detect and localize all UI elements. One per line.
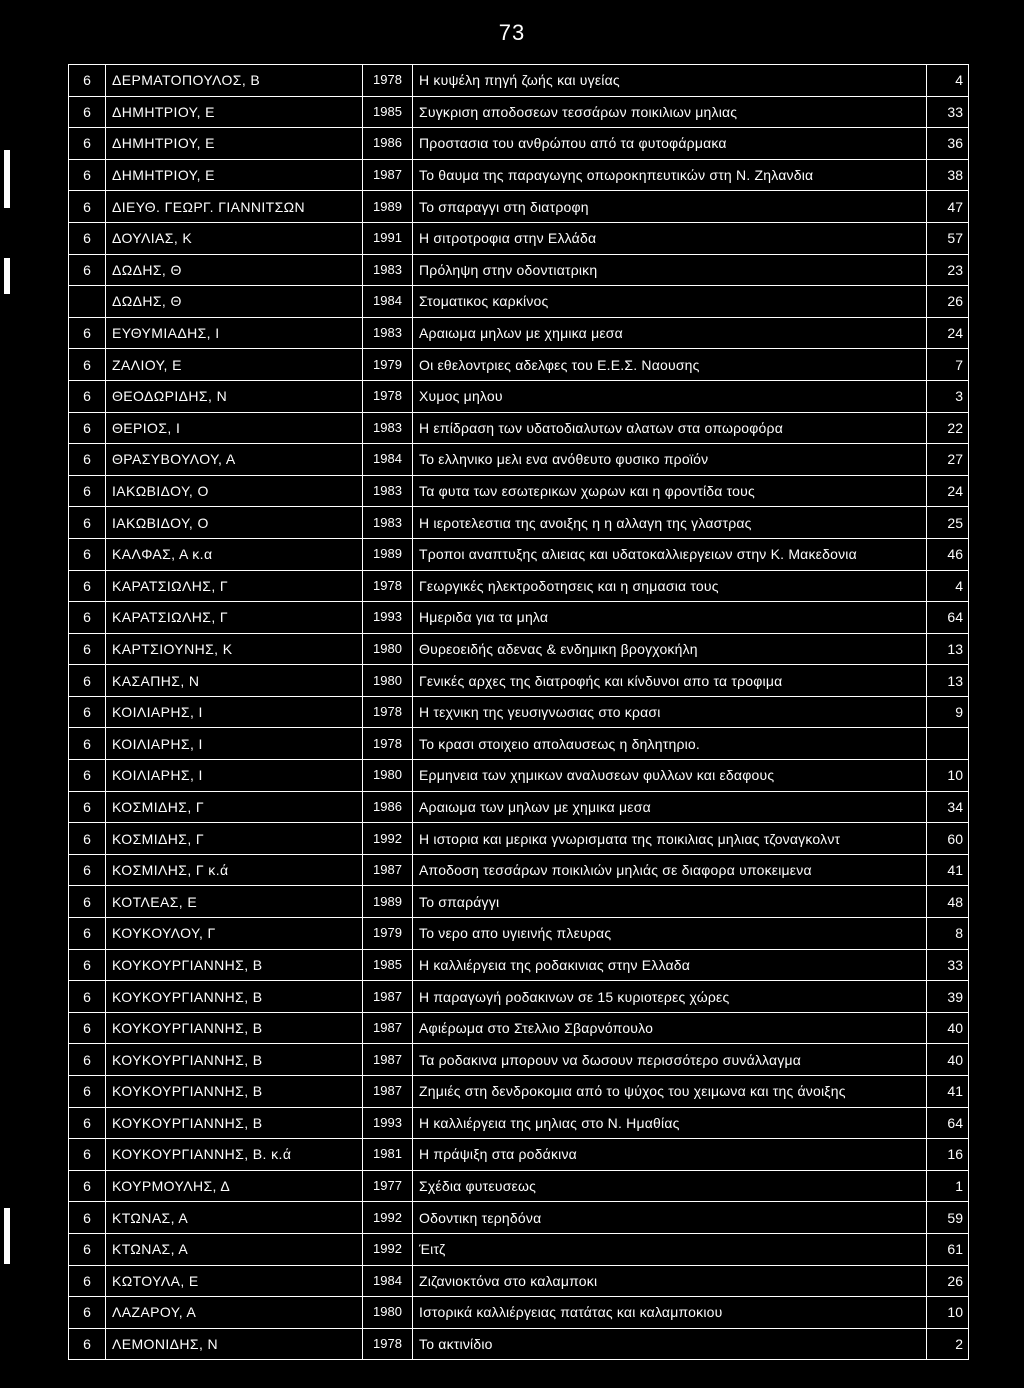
category-code-cell: 6 [69, 1044, 106, 1076]
issue-number-cell: 40 [927, 1012, 969, 1044]
year-cell: 1978 [363, 570, 413, 602]
year-cell: 1991 [363, 222, 413, 254]
author-cell: ΕΥΘΥΜΙΑΔΗΣ, Ι [106, 317, 363, 349]
author-cell: ΚΟΥΚΟΥΡΓΙΑΝΝΗΣ, Β [106, 1107, 363, 1139]
issue-number-cell: 48 [927, 886, 969, 918]
year-cell: 1993 [363, 1107, 413, 1139]
title-cell: Τροποι αναπτυξης αλιειας και υδατοκαλλιεργειων στην Κ. Μακεδονια [413, 538, 927, 570]
scan-artifact [4, 150, 10, 208]
title-cell: Προστασια του ανθρώπου από τα φυτοφάρμακα [413, 128, 927, 160]
issue-number-cell: 47 [927, 191, 969, 223]
author-cell: ΘΕΟΔΩΡΙΔΗΣ, Ν [106, 380, 363, 412]
author-cell: ΚΟΥΡΜΟΥΛΗΣ, Δ [106, 1170, 363, 1202]
title-cell: Συγκριση αποδοσεων τεσσάρων ποικιλιων μηλιας [413, 96, 927, 128]
title-cell: Αφιέρωμα στο Στελλιο Σβαρνόπουλο [413, 1012, 927, 1044]
issue-number-cell: 24 [927, 475, 969, 507]
year-cell: 1983 [363, 475, 413, 507]
year-cell: 1983 [363, 254, 413, 286]
issue-number-cell: 22 [927, 412, 969, 444]
author-cell: ΙΑΚΩΒΙΔΟΥ, Ο [106, 507, 363, 539]
author-cell: ΚΟΥΚΟΥΡΓΙΑΝΝΗΣ, Β [106, 949, 363, 981]
issue-number-cell: 23 [927, 254, 969, 286]
year-cell: 1985 [363, 949, 413, 981]
title-cell: Γενικές αρχες της διατροφής και κίνδυνοι απο τα τροφιμα [413, 665, 927, 697]
category-code-cell: 6 [69, 1170, 106, 1202]
bibliography-table [68, 64, 969, 1360]
category-code-cell: 6 [69, 222, 106, 254]
issue-number-cell: 61 [927, 1233, 969, 1265]
year-cell: 1978 [363, 696, 413, 728]
title-cell: Ιστορικά καλλιέργειας πατάτας και καλαμποκιου [413, 1297, 927, 1329]
title-cell: Ζημιές στη δενδροκομια από το ψύχος του χειμωνα και της άνοιξης [413, 1076, 927, 1108]
category-code-cell: 6 [69, 886, 106, 918]
table-row [69, 349, 969, 381]
table-row [69, 1297, 969, 1329]
category-code-cell: 6 [69, 412, 106, 444]
issue-number-cell: 41 [927, 854, 969, 886]
category-code-cell: 6 [69, 1107, 106, 1139]
table-row [69, 475, 969, 507]
author-cell: ΚΑΡΤΣΙΟΥΝΗΣ, Κ [106, 633, 363, 665]
title-cell: Πρόληψη στην οδοντιατρικη [413, 254, 927, 286]
title-cell: Σχέδια φυτευσεως [413, 1170, 927, 1202]
table-row [69, 823, 969, 855]
scan-artifact [4, 1208, 10, 1264]
title-cell: Το νερο απο υγιεινής πλευρας [413, 918, 927, 950]
author-cell: ΚΟΣΜΙΛΗΣ, Γ κ.ά [106, 854, 363, 886]
issue-number-cell: 1 [927, 1170, 969, 1202]
table-row [69, 222, 969, 254]
issue-number-cell: 46 [927, 538, 969, 570]
author-cell: ΚΑΣΑΠΗΣ, Ν [106, 665, 363, 697]
author-cell: ΖΑΛΙΟΥ, Ε [106, 349, 363, 381]
author-cell: ΘΡΑΣΥΒΟΥΛΟΥ, Α [106, 444, 363, 476]
author-cell: ΔΩΔΗΣ, Θ [106, 254, 363, 286]
year-cell: 1987 [363, 854, 413, 886]
category-code-cell: 6 [69, 349, 106, 381]
table-row [69, 1170, 969, 1202]
title-cell: Χυμος μηλου [413, 380, 927, 412]
title-cell: Στοματικος καρκίνος [413, 286, 927, 318]
year-cell: 1987 [363, 1044, 413, 1076]
author-cell: ΚΟΙΛΙΑΡΗΣ, Ι [106, 728, 363, 760]
issue-number-cell: 27 [927, 444, 969, 476]
category-code-cell: 6 [69, 1297, 106, 1329]
title-cell: Αραιωμα μηλων με χημικα μεσα [413, 317, 927, 349]
category-code-cell: 6 [69, 254, 106, 286]
table-row [69, 696, 969, 728]
table-row [69, 665, 969, 697]
issue-number-cell: 41 [927, 1076, 969, 1108]
title-cell: Η επίδραση των υδατοδιαλυτων αλατων στα οπωροφόρα [413, 412, 927, 444]
category-code-cell: 6 [69, 633, 106, 665]
category-code-cell: 6 [69, 317, 106, 349]
year-cell: 1986 [363, 128, 413, 160]
table-row [69, 507, 969, 539]
author-cell: ΚΩΤΟΥΛΑ, Ε [106, 1265, 363, 1297]
author-cell: ΚΟΥΚΟΥΡΓΙΑΝΝΗΣ, Β [106, 1012, 363, 1044]
bibliography-table-container [68, 64, 968, 1360]
table-row [69, 1233, 969, 1265]
issue-number-cell: 25 [927, 507, 969, 539]
table-row [69, 602, 969, 634]
category-code-cell: 6 [69, 602, 106, 634]
category-code-cell: 6 [69, 538, 106, 570]
year-cell: 1989 [363, 191, 413, 223]
author-cell: ΛΕΜΟΝΙΔΗΣ, Ν [106, 1328, 363, 1360]
author-cell: ΔΩΔΗΣ, Θ [106, 286, 363, 318]
year-cell: 1979 [363, 918, 413, 950]
year-cell: 1992 [363, 823, 413, 855]
category-code-cell: 6 [69, 1012, 106, 1044]
author-cell: ΚΟΥΚΟΥΡΓΙΑΝΝΗΣ, Β [106, 1076, 363, 1108]
table-row [69, 570, 969, 602]
year-cell: 1978 [363, 1328, 413, 1360]
issue-number-cell: 16 [927, 1139, 969, 1171]
table-row [69, 1107, 969, 1139]
issue-number-cell: 8 [927, 918, 969, 950]
category-code-cell: 6 [69, 570, 106, 602]
issue-number-cell: 38 [927, 159, 969, 191]
category-code-cell: 6 [69, 191, 106, 223]
table-row [69, 1202, 969, 1234]
table-row [69, 1328, 969, 1360]
table-row [69, 317, 969, 349]
year-cell: 1980 [363, 1297, 413, 1329]
year-cell: 1986 [363, 791, 413, 823]
table-row [69, 1012, 969, 1044]
category-code-cell: 6 [69, 159, 106, 191]
category-code-cell: 6 [69, 823, 106, 855]
issue-number-cell: 39 [927, 981, 969, 1013]
issue-number-cell: 4 [927, 570, 969, 602]
author-cell: ΘΕΡΙΟΣ, Ι [106, 412, 363, 444]
issue-number-cell: 33 [927, 96, 969, 128]
year-cell: 1978 [363, 728, 413, 760]
table-row [69, 633, 969, 665]
title-cell: Το ακτινίδιο [413, 1328, 927, 1360]
author-cell: ΙΑΚΩΒΙΔΟΥ, Ο [106, 475, 363, 507]
author-cell: ΔΕΡΜΑΤΟΠΟΥΛΟΣ, Β [106, 65, 363, 97]
table-row [69, 65, 969, 97]
author-cell: ΚΟΥΚΟΥΡΓΙΑΝΝΗΣ, Β. κ.ά [106, 1139, 363, 1171]
author-cell: ΚΟΙΛΙΑΡΗΣ, Ι [106, 760, 363, 792]
category-code-cell: 6 [69, 981, 106, 1013]
table-row [69, 286, 969, 318]
title-cell: Η κυψέλη πηγή ζωής και υγείας [413, 65, 927, 97]
year-cell: 1981 [363, 1139, 413, 1171]
year-cell: 1980 [363, 760, 413, 792]
table-row [69, 538, 969, 570]
table-row [69, 96, 969, 128]
year-cell: 1984 [363, 1265, 413, 1297]
author-cell: ΔΗΜΗΤΡΙΟΥ, Ε [106, 159, 363, 191]
table-row [69, 949, 969, 981]
issue-number-cell: 36 [927, 128, 969, 160]
year-cell: 1984 [363, 286, 413, 318]
category-code-cell: 6 [69, 665, 106, 697]
title-cell: Θυρεοειδής αδενας & ενδημικη βρογχοκήλη [413, 633, 927, 665]
title-cell: Η πράψιξη στα ροδάκινα [413, 1139, 927, 1171]
category-code-cell: 6 [69, 1076, 106, 1108]
category-code-cell: 6 [69, 1328, 106, 1360]
table-row [69, 886, 969, 918]
author-cell: ΚΟΣΜΙΔΗΣ, Γ [106, 823, 363, 855]
table-row [69, 254, 969, 286]
table-row [69, 854, 969, 886]
year-cell: 1978 [363, 65, 413, 97]
category-code-cell: 6 [69, 444, 106, 476]
author-cell: ΔΙΕΥΘ. ΓΕΩΡΓ. ΓΙΑΝΝΙΤΣΩΝ [106, 191, 363, 223]
title-cell: Ημεριδα για τα μηλα [413, 602, 927, 634]
category-code-cell: 6 [69, 918, 106, 950]
issue-number-cell: 64 [927, 1107, 969, 1139]
category-code-cell: 6 [69, 854, 106, 886]
category-code-cell: 6 [69, 791, 106, 823]
year-cell: 1984 [363, 444, 413, 476]
author-cell: ΚΟΙΛΙΑΡΗΣ, Ι [106, 696, 363, 728]
category-code-cell: 6 [69, 1233, 106, 1265]
author-cell: ΚΑΡΑΤΣΙΩΛΗΣ, Γ [106, 570, 363, 602]
issue-number-cell: 26 [927, 286, 969, 318]
author-cell: ΚΑΛΦΑΣ, Α κ.α [106, 538, 363, 570]
year-cell: 1977 [363, 1170, 413, 1202]
table-row [69, 760, 969, 792]
author-cell: ΚΟΥΚΟΥΛΟΥ, Γ [106, 918, 363, 950]
year-cell: 1983 [363, 317, 413, 349]
title-cell: Η σιτροτροφια στην Ελλάδα [413, 222, 927, 254]
issue-number-cell: 13 [927, 665, 969, 697]
table-row [69, 1044, 969, 1076]
title-cell: Τα ροδακινα μπορουν να δωσουν περισσότερο συνάλλαγμα [413, 1044, 927, 1076]
year-cell: 1987 [363, 981, 413, 1013]
title-cell: Οδοντικη τερηδόνα [413, 1202, 927, 1234]
category-code-cell: 6 [69, 65, 106, 97]
category-code-cell: 6 [69, 380, 106, 412]
year-cell: 1989 [363, 538, 413, 570]
author-cell: ΚΑΡΑΤΣΙΩΛΗΣ, Γ [106, 602, 363, 634]
title-cell: Ζιζανιοκτόνα στο καλαμποκι [413, 1265, 927, 1297]
title-cell: Το σπαράγγι [413, 886, 927, 918]
issue-number-cell: 13 [927, 633, 969, 665]
category-code-cell: 6 [69, 728, 106, 760]
category-code-cell: 6 [69, 475, 106, 507]
issue-number-cell: 57 [927, 222, 969, 254]
table-row [69, 128, 969, 160]
title-cell: Αραιωμα των μηλων με χημικα μεσα [413, 791, 927, 823]
year-cell: 1980 [363, 633, 413, 665]
table-row [69, 981, 969, 1013]
year-cell: 1983 [363, 507, 413, 539]
author-cell: ΔΟΥΛΙΑΣ, Κ [106, 222, 363, 254]
title-cell: Η τεχνικη της γευσιγνωσιας στο κρασι [413, 696, 927, 728]
table-row [69, 728, 969, 760]
title-cell: Η καλλιέργεια της μηλιας στο Ν. Ημαθίας [413, 1107, 927, 1139]
title-cell: Ερμηνεια των χημικων αναλυσεων φυλλων και εδαφους [413, 760, 927, 792]
table-row [69, 1076, 969, 1108]
title-cell: Το θαυμα της παραγωγης οπωροκηπευτικών στη Ν. Ζηλανδια [413, 159, 927, 191]
table-body [69, 65, 969, 1360]
year-cell: 1989 [363, 886, 413, 918]
issue-number-cell: 60 [927, 823, 969, 855]
year-cell: 1985 [363, 96, 413, 128]
table-row [69, 191, 969, 223]
title-cell: Η παραγωγή ροδακινων σε 15 κυριοτερες χώρες [413, 981, 927, 1013]
author-cell: ΚΟΤΛΕΑΣ, Ε [106, 886, 363, 918]
table-row [69, 918, 969, 950]
issue-number-cell: 34 [927, 791, 969, 823]
page-number: 73 [498, 20, 526, 45]
issue-number-cell: 3 [927, 380, 969, 412]
title-cell: Αποδοση τεσσάρων ποικιλιών μηλιάς σε διαφορα υποκειμενα [413, 854, 927, 886]
title-cell: Οι εθελοντριες αδελφες του Ε.Ε.Σ. Ναουσης [413, 349, 927, 381]
author-cell: ΔΗΜΗΤΡΙΟΥ, Ε [106, 128, 363, 160]
author-cell: ΚΟΣΜΙΔΗΣ, Γ [106, 791, 363, 823]
author-cell: ΔΗΜΗΤΡΙΟΥ, Ε [106, 96, 363, 128]
title-cell: Το κρασι στοιχειο απολαυσεως η δηλητηριο. [413, 728, 927, 760]
year-cell: 1987 [363, 159, 413, 191]
year-cell: 1980 [363, 665, 413, 697]
year-cell: 1987 [363, 1012, 413, 1044]
author-cell: ΚΟΥΚΟΥΡΓΙΑΝΝΗΣ, Β [106, 981, 363, 1013]
title-cell: Γεωργικές ηλεκτροδοτησεις και η σημασια τους [413, 570, 927, 602]
title-cell: Έιτζ [413, 1233, 927, 1265]
issue-number-cell: 10 [927, 1297, 969, 1329]
category-code-cell: 6 [69, 128, 106, 160]
author-cell: ΚΤΩΝΑΣ, Α [106, 1202, 363, 1234]
category-code-cell: 6 [69, 1265, 106, 1297]
issue-number-cell [927, 728, 969, 760]
year-cell: 1983 [363, 412, 413, 444]
issue-number-cell: 7 [927, 349, 969, 381]
title-cell: Το ελληνικο μελι ενα ανόθευτο φυσικο προϊόν [413, 444, 927, 476]
author-cell: ΛΑΖΑΡΟΥ, Α [106, 1297, 363, 1329]
title-cell: Η ιστορια και μερικα γνωρισματα της ποικιλιας μηλιας τζοναγκολντ [413, 823, 927, 855]
category-code-cell: 6 [69, 1202, 106, 1234]
year-cell: 1992 [363, 1233, 413, 1265]
year-cell: 1987 [363, 1076, 413, 1108]
table-row [69, 791, 969, 823]
title-cell: Το σπαραγγι στη διατροφη [413, 191, 927, 223]
year-cell: 1992 [363, 1202, 413, 1234]
category-code-cell: 6 [69, 1139, 106, 1171]
year-cell: 1993 [363, 602, 413, 634]
category-code-cell [69, 286, 106, 318]
issue-number-cell: 59 [927, 1202, 969, 1234]
category-code-cell: 6 [69, 760, 106, 792]
table-row [69, 1139, 969, 1171]
year-cell: 1979 [363, 349, 413, 381]
table-row [69, 159, 969, 191]
category-code-cell: 6 [69, 696, 106, 728]
author-cell: ΚΤΩΝΑΣ, Α [106, 1233, 363, 1265]
category-code-cell: 6 [69, 949, 106, 981]
issue-number-cell: 9 [927, 696, 969, 728]
issue-number-cell: 10 [927, 760, 969, 792]
table-row [69, 444, 969, 476]
issue-number-cell: 26 [927, 1265, 969, 1297]
title-cell: Η καλλιέργεια της ροδακινιας στην Ελλαδα [413, 949, 927, 981]
table-row [69, 1265, 969, 1297]
issue-number-cell: 24 [927, 317, 969, 349]
author-cell: ΚΟΥΚΟΥΡΓΙΑΝΝΗΣ, Β [106, 1044, 363, 1076]
title-cell: Η ιεροτελεστια της ανοιξης η η αλλαγη της γλαστρας [413, 507, 927, 539]
issue-number-cell: 64 [927, 602, 969, 634]
issue-number-cell: 2 [927, 1328, 969, 1360]
table-row [69, 412, 969, 444]
issue-number-cell: 33 [927, 949, 969, 981]
issue-number-cell: 40 [927, 1044, 969, 1076]
category-code-cell: 6 [69, 96, 106, 128]
scan-artifact [4, 258, 10, 294]
table-row [69, 380, 969, 412]
issue-number-cell: 4 [927, 65, 969, 97]
category-code-cell: 6 [69, 507, 106, 539]
year-cell: 1978 [363, 380, 413, 412]
title-cell: Τα φυτα των εσωτερικων χωρων και η φροντίδα τους [413, 475, 927, 507]
